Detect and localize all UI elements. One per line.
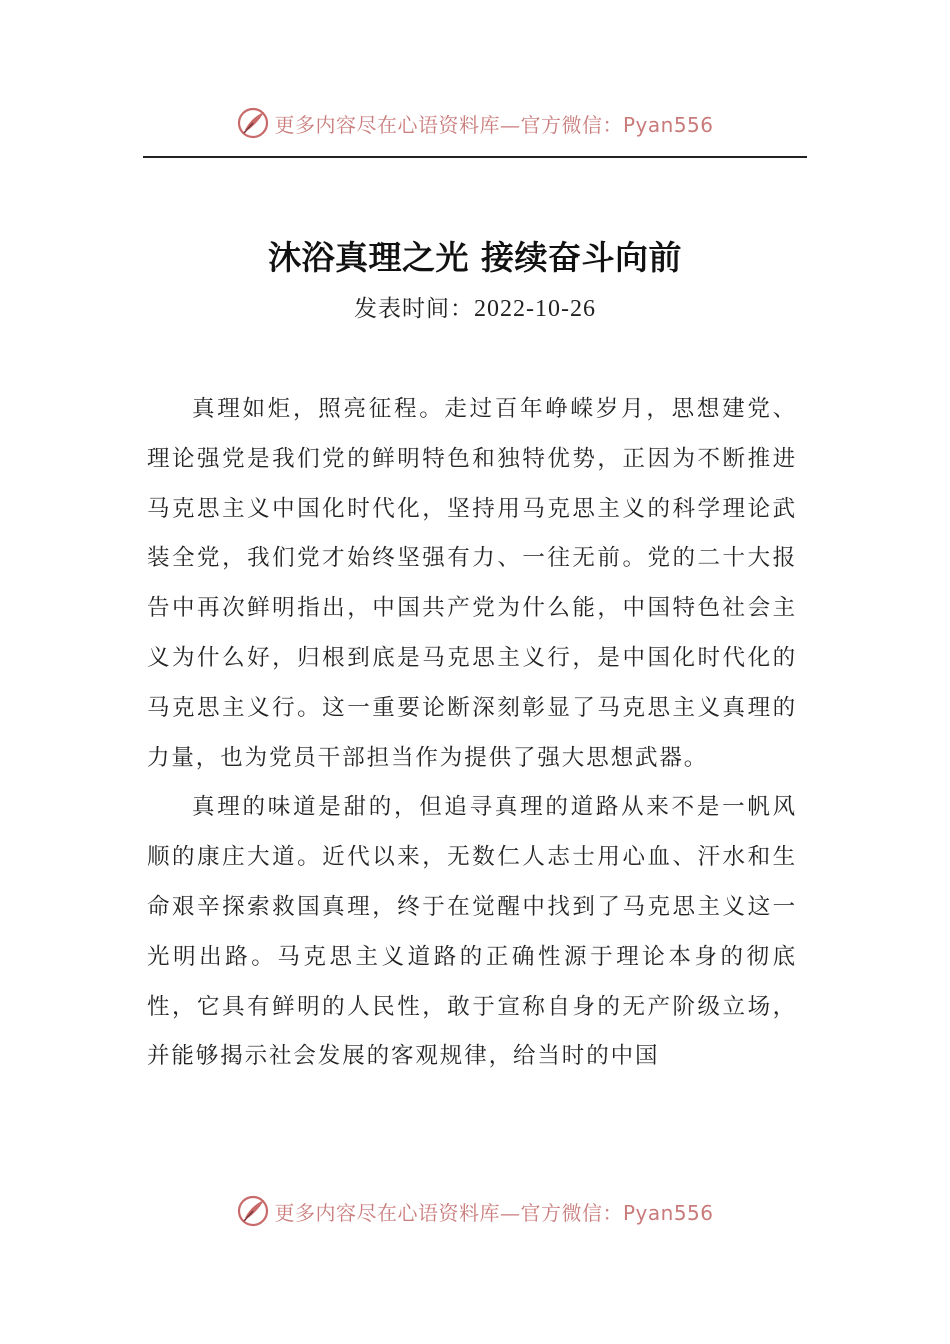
feather-quill-logo-icon [236, 1194, 270, 1228]
publish-date-label: 发表时间： [354, 296, 474, 322]
watermark-text [274, 1197, 713, 1226]
footer-watermark [0, 1191, 950, 1231]
publish-date-value: 2022-10-26 [474, 296, 596, 322]
watermark-wechat-id: Pyan556 [622, 112, 714, 137]
feather-quill-logo-icon [236, 106, 270, 140]
header-divider [143, 156, 807, 158]
watermark-site: 更多内容尽在心语资料库 [274, 1200, 500, 1225]
paragraph-1: 真理如炬，照亮征程。走过百年峥嵘岁月，思想建党、理论强党是我们党的鲜明特色和独特优势，正因为不断推进马克思主义中国化时代化，坚持用马克思主义的科学理论武装全党，我们党才始终坚强有力、一往无前。党的二十大报告中再次鲜明指出，中国共产党为什么能，中国特色社会主义为什么好，归根到底是马克思主义行，是中国化时代化的马克思主义行。这一重要论断深刻彰显了马克思主义真理的力量，也为党员干部担当作为提供了强大思想武器。 [147, 396, 797, 771]
watermark-dash: — [499, 1200, 521, 1225]
watermark-wechat-label: 官方微信： [520, 112, 623, 137]
watermark-wechat-id: Pyan556 [622, 1200, 714, 1225]
watermark-dash: — [499, 112, 521, 137]
publish-date [0, 290, 950, 323]
article-title: 沐浴真理之光 接续奋斗向前 [268, 238, 682, 277]
paragraph-2: 真理的味道是甜的，但追寻真理的道路从来不是一帆风顺的康庄大道。近代以来，无数仁人志士用心血、汗水和生命艰辛探索救国真理，终于在觉醒中找到了马克思主义这一光明出路。马克思主义道路的正确性源于理论本身的彻底性，它具有鲜明的人民性，敢于宣称自身的无产阶级立场，并能够揭示社会发展的客观规律，给当时的中国 [147, 794, 797, 1070]
watermark-content [236, 106, 713, 140]
watermark-site: 更多内容尽在心语资料库 [274, 112, 500, 137]
watermark-wechat-label: 官方微信： [520, 1200, 623, 1225]
watermark-content [236, 1194, 713, 1228]
watermark-text [274, 109, 713, 138]
header-watermark [0, 103, 950, 143]
article-body [147, 385, 797, 1082]
